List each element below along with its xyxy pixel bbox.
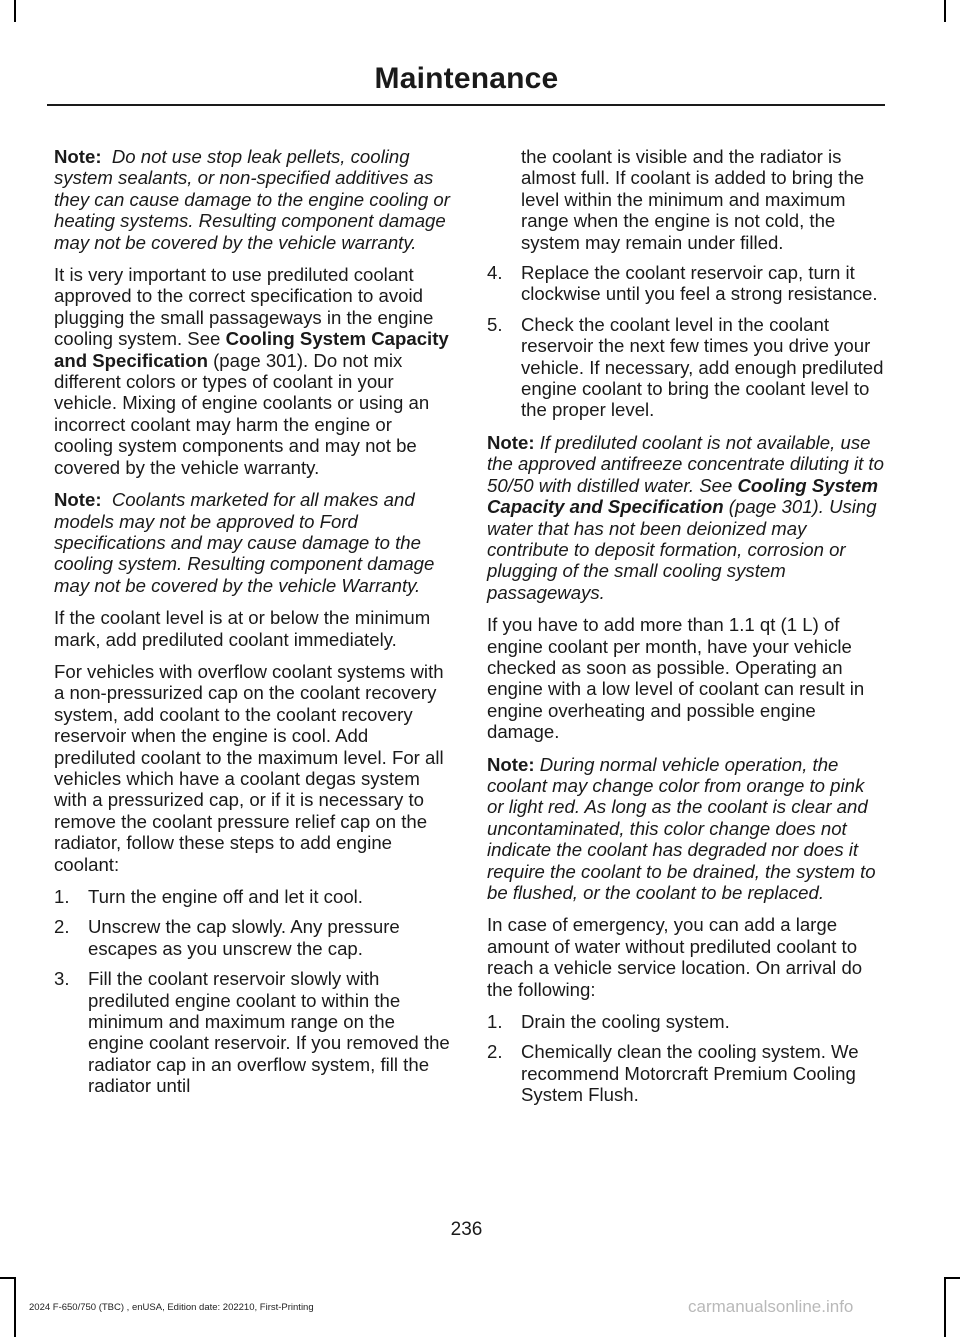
- list-item-continued: [487, 146, 885, 253]
- emergency-steps-list: [487, 1011, 885, 1106]
- step-number: 1.: [487, 1011, 503, 1033]
- note-label: Note:: [54, 146, 102, 167]
- crop-mark-bottom-right-v: [944, 1277, 946, 1337]
- cross-reference-link[interactable]: Cooling System Capacity and Specification: [487, 474, 878, 518]
- crop-mark-top-right-v: [944, 0, 946, 22]
- paragraph-text: Do not mix different colors or types of coolant in your vehicle. Mixing of engine coolants or using an incorrect coolant may harm the engine or cooling system components and may not be covered by the vehicle warranty.: [54, 349, 430, 478]
- watermark: carmanualsonline.info: [688, 1297, 854, 1316]
- step-text: Turn the engine off and let it cool.: [88, 886, 363, 907]
- page-reference: (page 301).: [207, 349, 309, 371]
- paragraph-text: It is very important to use prediluted coolant approved to the correct specification to avoid plugging the small passageways in the engine cooling system. See: [54, 264, 434, 350]
- paragraph-overflow-systems: For vehicles with overflow coolant systems with a non-pressurized cap on the coolant recovery system, add coolant to the coolant recovery reservoir when the engine is cool. Add prediluted coolant to the maximum level. For all vehicles which have a coolant degas system with a pressurized cap, or if it is necessary to remove the coolant pressure relief cap on the radiator, follow these steps to add engine coolant:: [54, 660, 444, 875]
- note-text: If prediluted coolant is not available, use the approved antifreeze concentrate diluting it to 50/50 with distilled water. See: [487, 431, 884, 496]
- list-item: [54, 968, 452, 1096]
- paragraph-minimum-mark: If the coolant level is at or below the minimum mark, add prediluted coolant immediately.: [54, 607, 431, 650]
- footer-edition-info: 2024 F-650/750 (TBC) , enUSA, Edition date: 202210, First-Printing: [29, 1302, 314, 1313]
- step-number: 1.: [54, 886, 70, 907]
- step-text: Unscrew the cap slowly. Any pressure escapes as you unscrew the cap.: [88, 916, 400, 959]
- note-text: During normal vehicle operation, the coolant may change color from orange to pink or light red. As long as the coolant is clear and uncontaminated, this color change does not indicate the coolant has degraded nor does it require the coolant to be drained, the system to be flushed, or the coolant to be replaced.: [487, 753, 876, 903]
- step-text: the coolant is visible and the radiator is almost full. If coolant is added to bring the level within the minimum and maximum range when the engine is not cold, the system may remain under filled.: [521, 146, 865, 253]
- note-label: Note:: [54, 489, 102, 511]
- step-text: Fill the coolant reservoir slowly with prediluted engine coolant to within the minimum and maximum range on the engine coolant reservoir. If you removed the radiator cap in an overflow system, fill the radiator until: [88, 968, 450, 1097]
- list-item: [487, 1041, 885, 1105]
- steps-list: [54, 886, 452, 1097]
- crop-mark-bottom-left-h: [0, 1277, 16, 1279]
- note-text: Coolants marketed for all makes and models may not be approved to Ford specifications and may cause damage to the cooling system. Resulting component damage may not be covered by the vehicle Warranty.: [54, 489, 435, 596]
- note-coolants-marketed: [54, 489, 452, 596]
- step-number: 3.: [54, 968, 70, 990]
- page-number: 236: [450, 1219, 483, 1240]
- page-reference: (page 301).: [723, 496, 824, 518]
- list-item: [54, 916, 452, 959]
- left-column: [54, 146, 452, 1108]
- note-label: Note:: [487, 753, 535, 775]
- right-column: [487, 146, 885, 1117]
- note-label: Note:: [487, 431, 535, 453]
- crop-mark-bottom-right-h: [944, 1277, 960, 1279]
- step-number: 2.: [487, 1041, 503, 1063]
- step-text: Chemically clean the cooling system. We recommend Motorcraft Premium Cooling System Flush.: [521, 1041, 859, 1106]
- note-prediluted-unavailable: [487, 432, 885, 603]
- header-divider: [47, 104, 885, 106]
- paragraph-add-more-than: If you have to add more than 1.1 qt (1 L) of engine coolant per month, have your vehicle checked as soon as possible. Operating an engine with a low level of coolant can result in engine overheating and possible engine damage.: [487, 614, 865, 743]
- steps-list-continued: [487, 146, 885, 421]
- crop-mark-bottom-left-v: [14, 1277, 16, 1337]
- note-stop-leak: [54, 146, 452, 253]
- step-text: Drain the cooling system.: [521, 1011, 730, 1033]
- list-item: [54, 886, 452, 907]
- list-item: [487, 314, 885, 421]
- step-number: 2.: [54, 916, 70, 938]
- step-number: 4.: [487, 262, 503, 284]
- crop-mark-top-left-v: [14, 0, 16, 22]
- note-color-change: [487, 754, 885, 904]
- step-text: Check the coolant level in the coolant reservoir the next few times you drive your vehicle. If necessary, add enough prediluted engine coolant to bring the coolant level to the proper level.: [521, 313, 884, 421]
- list-item: [487, 1011, 885, 1032]
- step-text: Replace the coolant reservoir cap, turn it clockwise until you feel a strong resistance.: [521, 262, 878, 305]
- cross-reference-link[interactable]: Cooling System Capacity and Specification: [54, 328, 449, 371]
- note-text: Using water that has not been deionized may contribute to deposit formation, corrosion or plugging of the small cooling system passageways.: [487, 496, 877, 603]
- note-text: Do not use stop leak pellets, cooling system sealants, or non-specified additives as they can cause damage to the engine cooling or heating systems. Resulting component damage may not be covered by the vehicle warranty.: [54, 146, 450, 253]
- step-number: 5.: [487, 313, 503, 335]
- paragraph-emergency: In case of emergency, you can add a large amount of water without prediluted coolant to reach a vehicle service location. On arrival do the following:: [487, 914, 863, 1000]
- list-item: [487, 262, 885, 305]
- page-title: Maintenance: [374, 62, 559, 95]
- paragraph-prediluted-coolant: [54, 264, 452, 478]
